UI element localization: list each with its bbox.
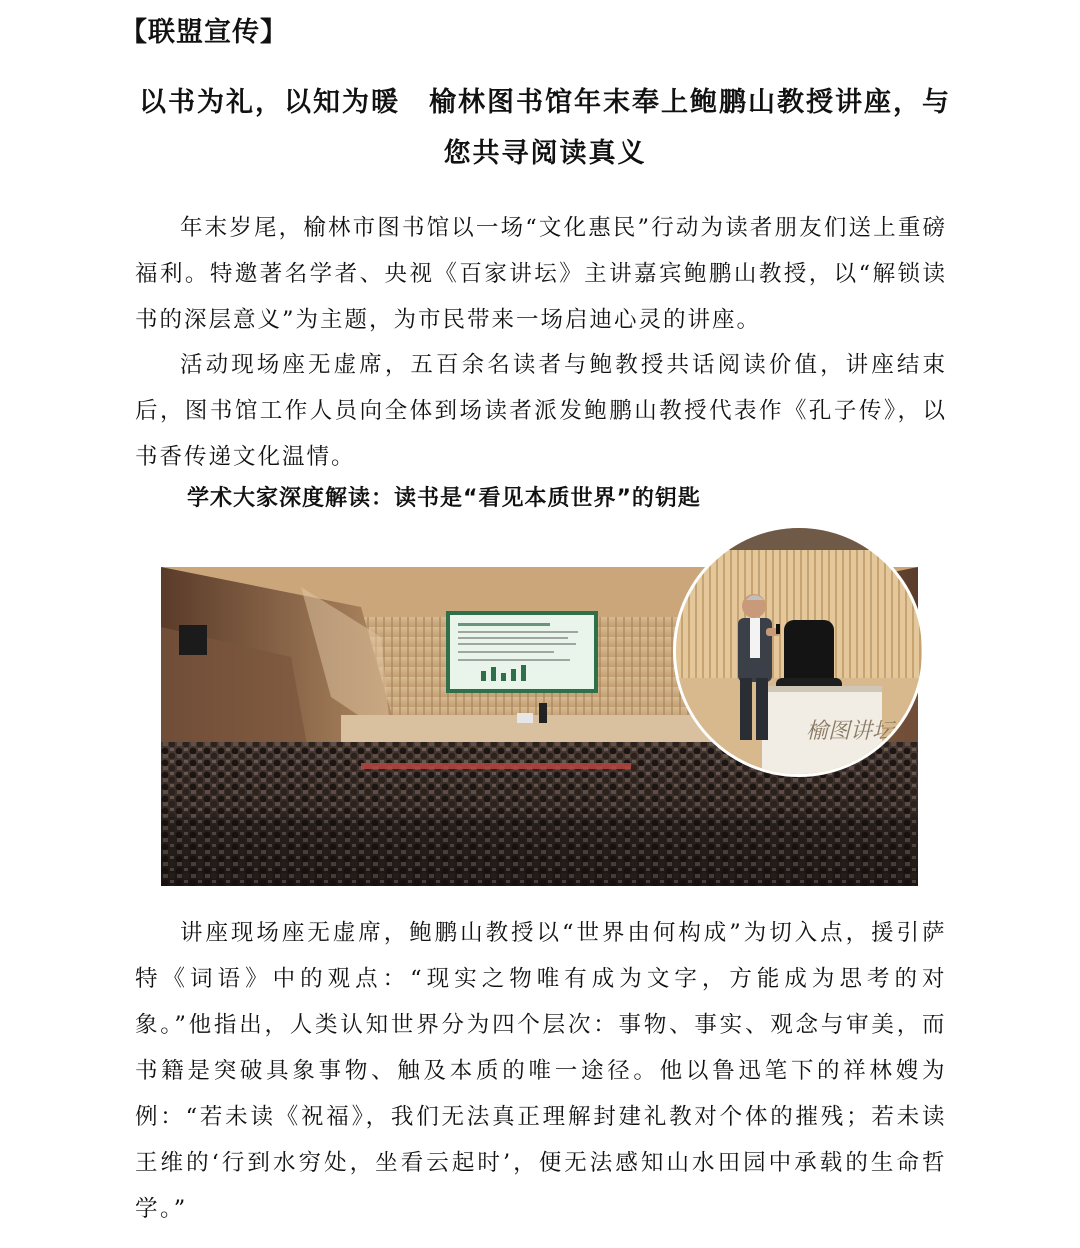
article-title-line-2: 您共寻阅读真义 — [443, 138, 647, 169]
speaker-inset-photo — [676, 528, 922, 774]
section-subheading: 学术大家深度解读：读书是“看见本质世界”的钥匙 — [187, 486, 701, 511]
paragraph-scene: 活动现场座无虚席，五百余名读者与鲍教授共话阅读价值，讲座结束后，图书馆工作人员向全体到场读者派发鲍鹏山教授代表作《孔子传》，以书香传递文化温情。 — [135, 352, 947, 470]
paragraph-lecture: 讲座现场座无虚席，鲍鹏山教授以“世界由何构成”为切入点，援引萨特《词语》中的观点：“现实之物唯有成为文字，方能成为思考的对象。”他指出，人类认知世界分为四个层次：事物、事实、观念与审美，而书籍是突破具象事物、触及本质的唯一途径。他以鲁迅笔下的祥林嫂为例：“若未读《祝福》，我们无法真正理解封建礼教对个体的摧残；若未读王维的‘行到水穷处，坐看云起时’，便无法感知山水田园中承载的生命哲学。” — [135, 920, 947, 1222]
section-tag: 【联盟宣传】 — [120, 17, 288, 48]
article-title-line-1: 以书为礼，以知为暖 榆林图书馆年末奉上鲍鹏山教授讲座，与 — [139, 87, 951, 118]
paragraph-intro: 年末岁尾，榆林市图书馆以一场“文化惠民”行动为读者朋友们送上重磅福利。特邀著名学者、央视《百家讲坛》主讲嘉宾鲍鹏山教授，以“解锁读书的深层意义”为主题，为市民带来一场启迪心灵的讲座。 — [135, 215, 947, 333]
podium-sign-text: 榆图讲坛 — [806, 719, 895, 744]
